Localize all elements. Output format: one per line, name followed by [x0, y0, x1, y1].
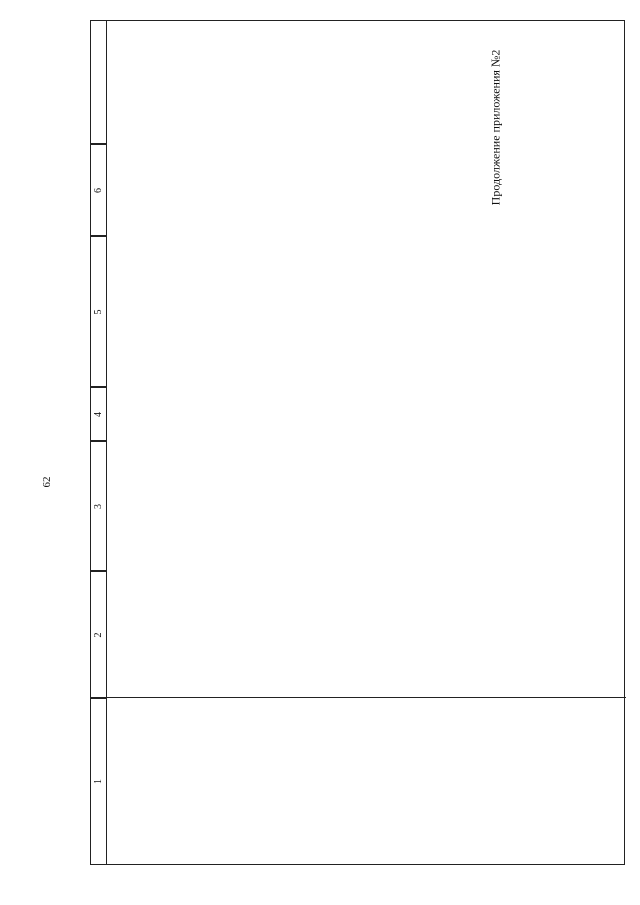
appendix-label: Продолжение приложения №2: [488, 49, 503, 206]
budget-table: [90, 20, 625, 865]
header-col-6: 6: [91, 144, 106, 236]
header-col-1: 1: [91, 698, 106, 864]
page-number: 62: [41, 476, 53, 488]
table-header: [91, 21, 107, 864]
header-col-4: 4: [91, 387, 106, 441]
header-col-2: 2: [91, 571, 106, 698]
header-col-5: 5: [91, 236, 106, 387]
header-col-3: 3: [91, 441, 106, 571]
